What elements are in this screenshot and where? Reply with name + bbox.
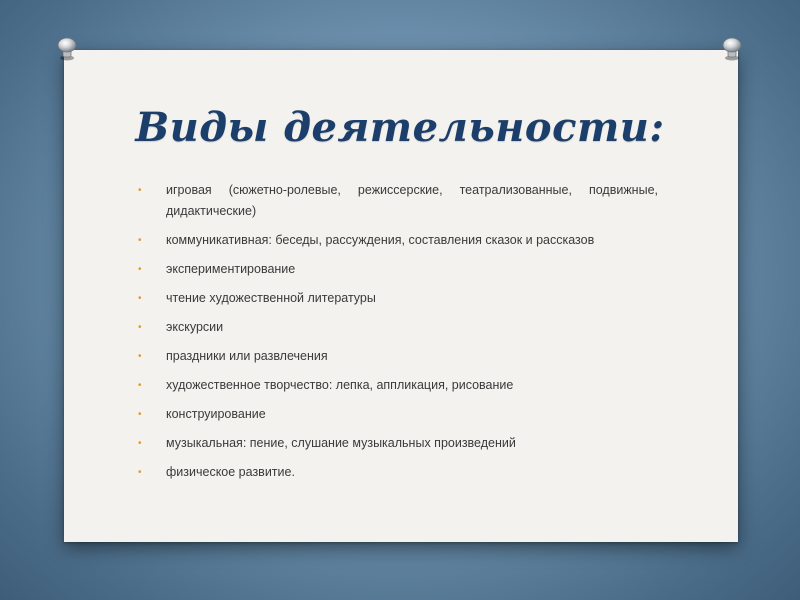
list-item — [138, 346, 658, 367]
slide-title: Виды деятельности: — [135, 104, 665, 151]
bullet-icon: • — [138, 235, 142, 246]
list-item-text: чтение художественной литературы — [166, 291, 376, 305]
list-item-text: экскурсии — [166, 320, 224, 334]
bullet-icon: • — [138, 409, 142, 420]
bullet-list — [138, 180, 658, 491]
list-item-text: конструирование — [166, 407, 266, 421]
bullet-icon: • — [138, 293, 142, 304]
list-item — [138, 230, 658, 251]
list-item — [138, 317, 658, 338]
list-item-text: экспериментирование — [166, 262, 296, 276]
list-item-text: музыкальная: пение, слушание музыкальных произведений — [166, 436, 516, 450]
bullet-icon: • — [138, 380, 142, 391]
list-item — [138, 404, 658, 425]
list-item-text: игровая (сюжетно-ролевые, режиссерские, театрализованные, подвижные, дидактические) — [166, 183, 658, 218]
list-item-text: художественное творчество: лепка, аппликация, рисование — [166, 378, 514, 392]
bullet-icon: • — [138, 438, 142, 449]
list-item-text: физическое развитие. — [166, 465, 295, 479]
pushpin-left-icon — [54, 36, 80, 62]
list-item — [138, 180, 658, 222]
bullet-icon: • — [138, 351, 142, 362]
list-item — [138, 462, 658, 483]
bullet-icon: • — [138, 264, 142, 275]
list-item — [138, 288, 658, 309]
bullet-icon: • — [138, 185, 142, 196]
pushpin-right-icon — [719, 36, 745, 62]
bullet-icon: • — [138, 322, 142, 333]
list-item-text: коммуникативная: беседы, рассуждения, составления сказок и рассказов — [166, 233, 595, 247]
bullet-icon: • — [138, 467, 142, 478]
list-item — [138, 433, 658, 454]
list-item — [138, 375, 658, 396]
list-item-text: праздники или развлечения — [166, 349, 328, 363]
list-item — [138, 259, 658, 280]
